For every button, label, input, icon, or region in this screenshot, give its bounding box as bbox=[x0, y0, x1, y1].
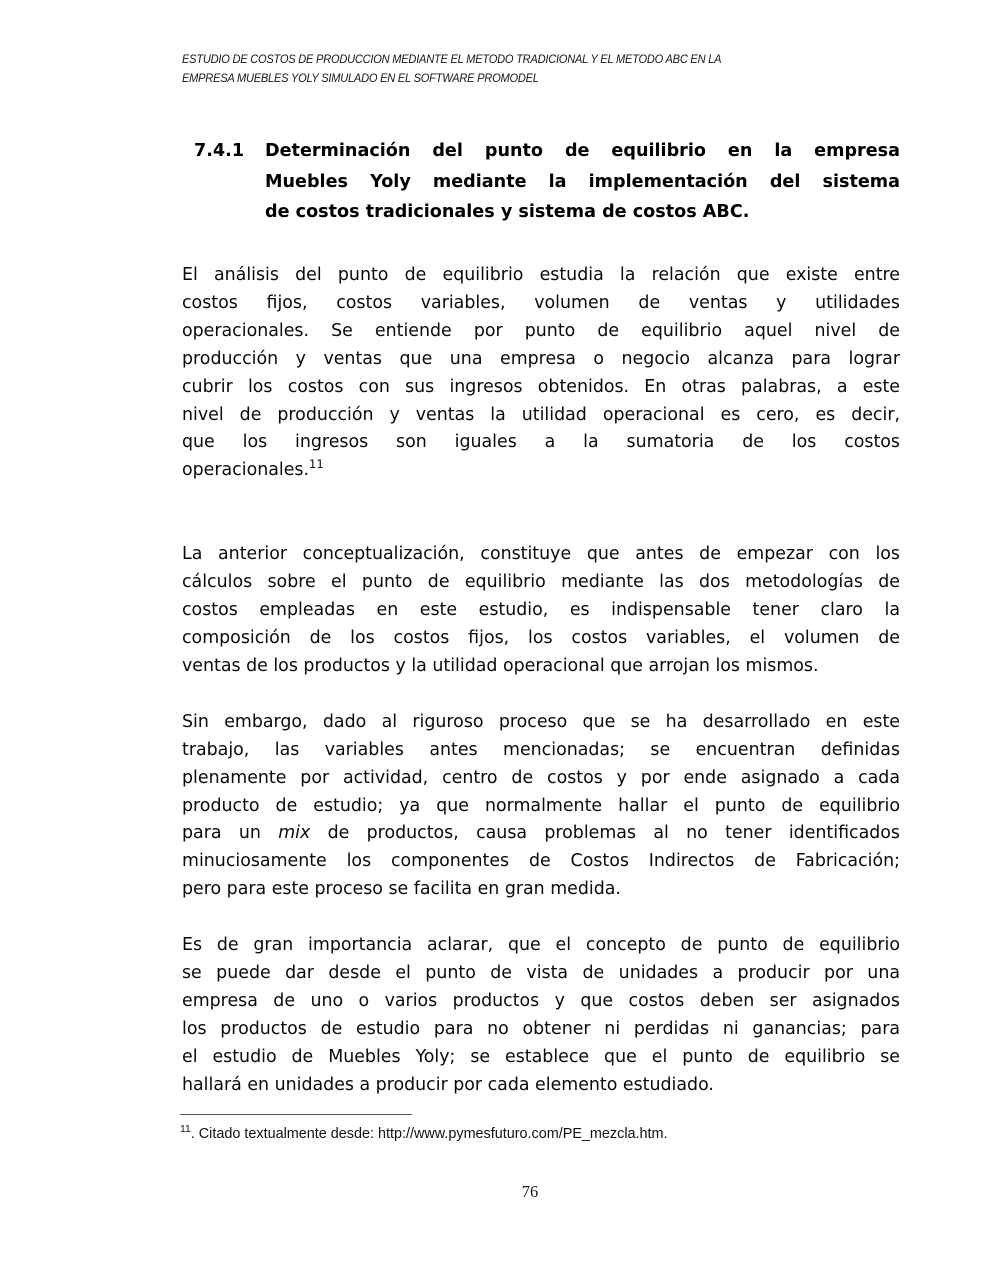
paragraph-2-line-5: ventas de los productos y la utilidad operacional que arrojan los mismos. bbox=[182, 655, 819, 676]
paragraph-2 bbox=[182, 541, 900, 681]
paragraph-1-line-4: producción y ventas que una empresa o negocio alcanza para lograr bbox=[182, 348, 900, 369]
paragraph-4 bbox=[182, 932, 900, 1099]
paragraph-1-line-6: nivel de producción y ventas la utilidad operacional es cero, es decir, bbox=[182, 404, 900, 425]
paragraph-3-line-6: minuciosamente los componentes de Costos Indirectos de Fabricación; bbox=[182, 851, 900, 872]
paragraph-4-line-4: los productos de estudio para no obtener ni perdidas ni ganancias; para bbox=[182, 1018, 900, 1039]
section-title-line-3: de costos tradicionales y sistema de costos ABC. bbox=[265, 202, 750, 222]
paragraph-3-line-7: pero para este proceso se facilita en gran medida. bbox=[182, 879, 621, 900]
paragraph-1 bbox=[182, 262, 900, 485]
paragraph-spacer-1 bbox=[182, 485, 900, 541]
running-header-line-2: EMPRESA MUEBLES YOLY SIMULADO EN EL SOFTWARE PROMODEL bbox=[182, 70, 539, 85]
footnote-text: . Citado textualmente desde: http://www.pymesfuturo.com/PE_mezcla.htm. bbox=[190, 1126, 668, 1142]
paragraph-4-line-5: el estudio de Muebles Yoly; se establece que el punto de equilibrio se bbox=[182, 1046, 900, 1067]
paragraph-4-line-3: empresa de uno o varios productos y que costos deben ser asignados bbox=[182, 990, 900, 1011]
section-number: 7.4.1 bbox=[194, 141, 245, 161]
paragraph-2-line-2: cálculos sobre el punto de equilibrio mediante las dos metodologías de bbox=[182, 572, 900, 593]
paragraph-2-line-4: composición de los costos fijos, los costos variables, el volumen de bbox=[182, 627, 900, 648]
running-header-line-1: ESTUDIO DE COSTOS DE PRODUCCION MEDIANTE EL METODO TRADICIONAL Y EL METODO ABC EN LA bbox=[182, 52, 722, 66]
footnote bbox=[180, 1124, 900, 1144]
paragraph-3-line-3: plenamente por actividad, centro de costos y por ende asignado a cada bbox=[182, 767, 900, 788]
paragraph-3-line-2: trabajo, las variables antes mencionadas; se encuentran definidas bbox=[182, 739, 900, 760]
paragraph-1-line-7: que los ingresos son iguales a la sumatoria de los costos bbox=[182, 432, 900, 453]
paragraph-3-line-4: producto de estudio; ya que normalmente hallar el punto de equilibrio bbox=[182, 795, 900, 816]
paragraph-1-line-2: costos fijos, costos variables, volumen de ventas y utilidades bbox=[182, 292, 900, 313]
page-number: 76 bbox=[521, 1182, 539, 1201]
paragraph-4-line-1: Es de gran importancia aclarar, que el concepto de punto de equilibrio bbox=[182, 935, 900, 956]
paragraph-spacer-3 bbox=[182, 904, 900, 932]
footnote-separator-rule bbox=[180, 1114, 412, 1115]
paragraph-4-line-6: hallará en unidades a producir por cada elemento estudiado. bbox=[182, 1074, 714, 1095]
section-heading bbox=[182, 136, 900, 228]
paragraph-2-line-1: La anterior conceptualización, constituye que antes de empezar con los bbox=[182, 544, 900, 565]
paragraph-4-line-2: se puede dar desde el punto de vista de unidades a producir por una bbox=[182, 963, 900, 984]
paragraph-1-last-text: operacionales. bbox=[182, 460, 310, 481]
section-title-line-1: Determinación del punto de equilibrio en la empresa bbox=[265, 141, 900, 161]
footnote-number: 11 bbox=[180, 1124, 191, 1136]
section-title bbox=[265, 136, 900, 228]
section-title-line-2: Muebles Yoly mediante la implementación del sistema bbox=[265, 171, 900, 192]
section-heading-row bbox=[182, 136, 900, 228]
paragraph-3-text-after-italic: de productos, causa problemas al no tener identificados bbox=[310, 823, 900, 844]
paragraph-2-line-3: costos empleadas en este estudio, es indispensable tener claro la bbox=[182, 600, 900, 621]
paragraph-3-italic-word: mix bbox=[278, 823, 311, 844]
paragraph-1-line-8 bbox=[182, 457, 900, 485]
paragraph-3-text-before-italic: para un bbox=[182, 823, 279, 844]
paragraph-1-line-1: El análisis del punto de equilibrio estudia la relación que existe entre bbox=[182, 265, 900, 285]
running-header bbox=[182, 50, 830, 87]
paragraph-1-line-3: operacionales. Se entiende por punto de equilibrio aquel nivel de bbox=[182, 320, 900, 341]
body-text-column bbox=[182, 262, 900, 1100]
paragraph-3-line-1: Sin embargo, dado al riguroso proceso que se ha desarrollado en este bbox=[182, 711, 900, 732]
paragraph-3-line-5 bbox=[182, 820, 900, 848]
paragraph-spacer-2 bbox=[182, 681, 900, 709]
paragraph-3 bbox=[182, 709, 900, 904]
footnote-reference-marker: 11 bbox=[309, 457, 324, 472]
paragraph-1-line-5: cubrir los costos con sus ingresos obtenidos. En otras palabras, a este bbox=[182, 376, 900, 397]
